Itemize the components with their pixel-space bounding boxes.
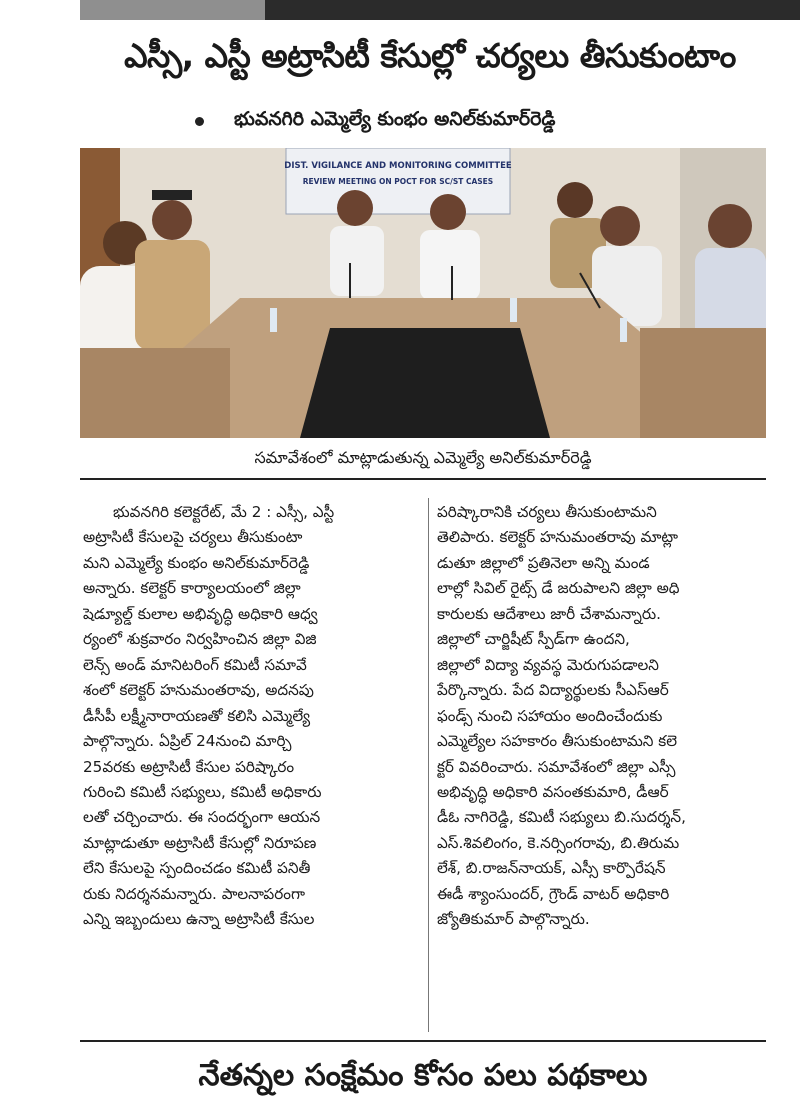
article-line: అభివృద్ధి అధికారి వసంతకుమారి, డీఆర్	[437, 782, 669, 801]
article-line: మని ఎమ్మెల్యే కుంభం అనిల్‌కుమార్‌రెడ్డి	[83, 553, 310, 572]
article-line: ఎన్ని ఇబ్బందులు ఉన్నా అట్రాసిటీ కేసుల	[83, 910, 315, 929]
article-line: లతో చర్చించారు. ఈ సందర్భంగా ఆయన	[83, 808, 321, 827]
article-line: పేర్కొన్నారు. పేద విద్యార్థులకు సీఎస్ఆర్	[437, 681, 669, 700]
subhead-text: భువనగిరి ఎమ్మెల్యే కుంభం అనిల్‌కుమార్‌రెడ్డి	[234, 108, 556, 130]
article-line: జిల్లాలో విద్యా వ్యవస్థ మెరుగుపడాలని	[437, 655, 659, 674]
article-line: రుకు నిదర్శనమన్నారు. పాలనాపరంగా	[83, 884, 305, 903]
article-line: క్టర్ వివరించారు. సమావేశంలో జిల్లా ఎస్సీ	[437, 757, 676, 776]
article-line: గురించి కమిటీ సభ్యులు, కమిటీ అధికారు	[83, 782, 322, 801]
article-column-right	[437, 500, 757, 933]
article-line: కారులకు ఆదేశాలు జారీ చేశామన్నారు.	[437, 604, 661, 623]
article-line: మాట్లాడుతూ అట్రాసిటీ కేసుల్లో నిరూపణ	[83, 833, 317, 852]
article-line: లెన్స్ అండ్ మానిటరింగ్ కమిటీ సమావే	[83, 655, 307, 674]
article-line: భువనగిరి కలెక్టరేట్, మే 2 : ఎస్సీ, ఎస్టీ	[113, 503, 335, 521]
article-headline: ఎస్సీ, ఎస్టీ అట్రాసిటీ కేసుల్లో చర్యలు తీసుకుంటాం	[124, 36, 736, 75]
photo-caption: సమావేశంలో మాట్లాడుతున్న ఎమ్మెల్యే అనిల్‌కుమార్‌రెడ్డి	[254, 448, 592, 467]
top-bar-light-segment	[80, 0, 265, 20]
banner-line-2: REVIEW MEETING ON POCT FOR SC/ST CASES	[302, 177, 494, 186]
article-line: డీసీపీ లక్ష్మీనారాయణతో కలిసి ఎమ్మెల్యే	[83, 706, 311, 725]
article-line: షెడ్యూల్డ్ కులాల అభివృద్ధి అధికారి ఆధ్వ	[83, 604, 318, 623]
article-subhead	[195, 108, 755, 135]
article-line: డుతూ జిల్లాలో ప్రతినెలా అన్ని మండ	[437, 553, 650, 572]
article-line: జిల్లాలో చార్జిషీట్ స్పీడ్‌గా ఉందని,	[437, 630, 630, 649]
article-line: పాల్గొన్నారు. ఏప్రిల్ 24నుంచి మార్చి	[83, 732, 292, 751]
top-bar-dark-segment	[265, 0, 800, 20]
next-article-headline: నేతన్నల సంక్షేమం కోసం పలు పథకాలు	[198, 1058, 648, 1093]
article-line: ర్యంలో శుక్రవారం నిర్వహించిన జిల్లా విజి	[83, 630, 317, 649]
article-line: అట్రాసిటీ కేసులపై చర్యలు తీసుకుంటా	[83, 528, 303, 547]
article-line: ఈడీ శ్యాంసుందర్, గ్రౌండ్ వాటర్ అధికారి	[437, 884, 670, 903]
article-line: తెలిపారు. కలెక్టర్ హనుమంతరావు మాట్లా	[437, 528, 678, 547]
article-line: లాల్లో సివిల్ రైట్స్ డే జరుపాలని జిల్లా అధి	[437, 579, 680, 598]
bullet-icon	[195, 117, 204, 126]
article-line: లేని కేసులపై స్పందించడం కమిటీ పనితీ	[83, 859, 311, 878]
article-line: అన్నారు. కలెక్టర్ కార్యాలయంలో జిల్లా	[83, 579, 301, 598]
article-line: ఎస్.శివలింగం, కె.నర్సింగరావు, బి.తిరుమ	[437, 833, 680, 852]
article-line: ఎమ్మెల్యేల సహకారం తీసుకుంటామని కలె	[437, 732, 677, 751]
article-line: శంలో కలెక్టర్ హనుమంతరావు, అదనపు	[83, 681, 314, 700]
article-line: డీఓ నాగిరెడ్డి, కమిటీ సభ్యులు బి.సుదర్శన్,	[437, 808, 686, 827]
article-column-left	[83, 500, 403, 933]
article-bottom-divider	[80, 1040, 766, 1042]
column-divider	[428, 498, 429, 1032]
article-line: ఫండ్స్ నుంచి సహాయం అందించేందుకు	[437, 706, 663, 725]
caption-divider	[80, 478, 766, 480]
article-line: లేశ్, బి.రాజన్‌నాయక్, ఎస్సీ కార్పొరేషన్	[437, 859, 666, 878]
committee-banner	[284, 148, 512, 214]
article-line: జ్యోతికుమార్ పాల్గొన్నారు.	[437, 910, 590, 929]
article-line: పరిష్కారానికి చర్యలు తీసుకుంటామని	[437, 503, 657, 521]
banner-line-1: DIST. VIGILANCE AND MONITORING COMMITTEE	[284, 161, 512, 171]
meeting-photo	[80, 148, 766, 438]
top-color-bar	[80, 0, 800, 20]
article-line: 25వరకు అట్రాసిటీ కేసుల పరిష్కారం	[83, 757, 295, 776]
